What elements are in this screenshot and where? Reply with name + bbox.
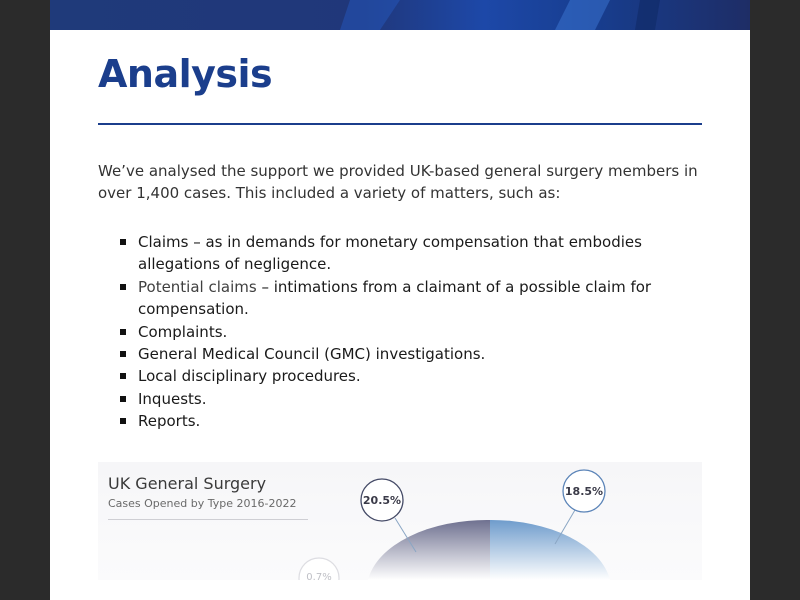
list-item-text: – intimations from a claimant of a possible claim for compensation.: [138, 277, 652, 319]
pie-slice-right: [490, 520, 610, 580]
matters-list: [138, 231, 698, 433]
figure-title: UK General Surgery: [108, 474, 267, 493]
potential-claims-link[interactable]: Potential claims: [138, 277, 257, 296]
chart-figure: [98, 462, 702, 580]
list-item-disciplinary: [138, 365, 698, 387]
list-item-text: Local disciplinary procedures.: [138, 367, 361, 386]
callout-label-18: 18.5%: [564, 485, 604, 498]
list-item-text: Reports.: [138, 412, 201, 431]
bullet-marker: [120, 351, 126, 357]
bullet-marker: [120, 418, 126, 424]
figure-subtitle: Cases Opened by Type 2016-2022: [108, 497, 297, 510]
list-item-reports: [138, 410, 698, 432]
callout-label-07: 0.7%: [306, 572, 332, 580]
bullet-marker: [120, 239, 126, 245]
bullet-marker: [120, 284, 126, 290]
pie-slice-left: [368, 520, 490, 580]
bullet-marker: [120, 373, 126, 379]
list-item-gmc: [138, 343, 698, 365]
bullet-marker: [120, 396, 126, 402]
list-item-potential-claims: [138, 276, 698, 321]
list-item-inquests: [138, 388, 698, 410]
document-page: [50, 0, 750, 600]
figure-title-underline: [108, 519, 308, 520]
banner-graphic: [50, 0, 750, 30]
intro-paragraph: We’ve analysed the support we provided UK-based general surgery members in over 1,400 cases. This included a variety of matters, such as:: [98, 162, 698, 202]
list-item-text: – as in demands for monetary compensation that embodies allegations of negligence.: [138, 233, 642, 274]
header-banner: [50, 0, 750, 30]
list-item-lead: Claims: [138, 233, 189, 251]
title-divider: [98, 123, 702, 125]
list-item-text: Inquests.: [138, 389, 207, 408]
callout-label-20: 20.5%: [362, 494, 402, 507]
list-item-text: Complaints.: [138, 322, 228, 341]
list-item-complaints: [138, 321, 698, 343]
bullet-marker: [120, 329, 126, 335]
list-item-text: General Medical Council (GMC) investigations.: [138, 345, 486, 364]
page-title: Analysis: [98, 52, 273, 96]
list-item-claims: [138, 231, 698, 276]
